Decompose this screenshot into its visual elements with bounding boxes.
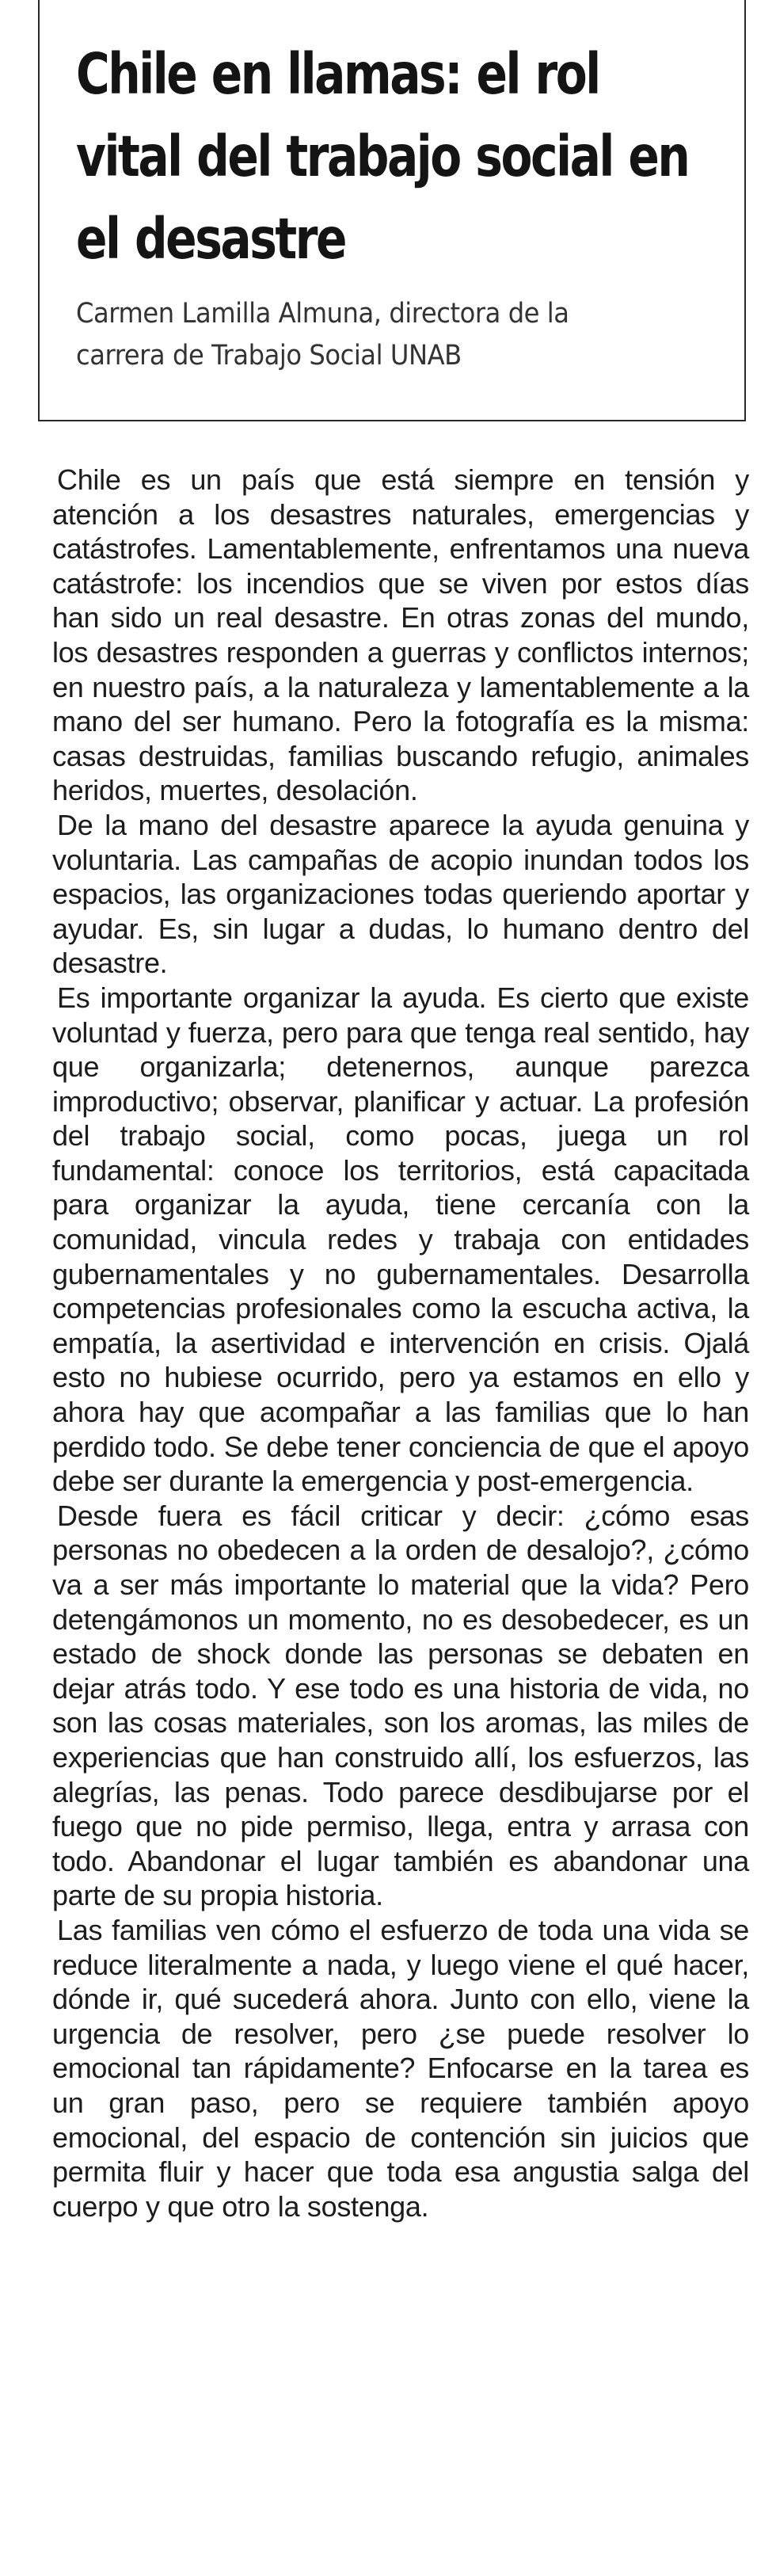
article-paragraph: De la mano del desastre aparece la ayuda genuina y voluntaria. Las campañas de acopio inundan todos los espacios, las organizaciones todas queriendo aportar y ayudar. Es, sin lugar a dudas, lo humano dentro del desastre.	[52, 808, 749, 980]
article-paragraph: Chile es un país que está siempre en tensión y atención a los desastres naturales, emergencias y catástrofes. Lamentablemente, enfrentamos una nueva catástrofe: los incendios que se viven por estos días han sido un real desastre. En otras zonas del mundo, los desastres responden a guerras y conflictos internos; en nuestro país, a la naturaleza y lamentablemente a la mano del ser humano. Pero la fotografía es la misma: casas destruidas, familias buscando refugio, animales heridos, muertes, desolación.	[52, 463, 749, 807]
byline: Carmen Lamilla Almuna, directora de la carrera de Trabajo Social UNAB	[76, 298, 569, 372]
article-paragraph: Es importante organizar la ayuda. Es cierto que existe voluntad y fuerza, pero para que tenga real sentido, hay que organizarla; detenernos, aunque parezca improductivo; observar, planificar y actuar. La profesión del trabajo social, como pocas, juega un rol fundamental: conoce los territorios, está capacitada para organizar la ayuda, tiene cercanía con la comunidad, vincula redes y trabaja con entidades gubernamentales y no gubernamentales. Desarrolla competencias profesionales como la escucha activa, la empatía, la asertividad e intervención en crisis. Ojalá esto no hubiese ocurrido, pero ya estamos en ello y ahora hay que acompañar a las familias que lo han perdido todo. Se debe tener conciencia de que el apoyo debe ser durante la emergencia y post-emergencia.	[52, 981, 749, 1498]
headline-box	[38, 0, 746, 421]
article-body	[52, 463, 749, 2224]
headline: Chile en llamas: el rol vital del trabajo social en el desastre	[76, 41, 689, 272]
article-paragraph: Desde fuera es fácil criticar y decir: ¿cómo esas personas no obedecen a la orden de desalojo?, ¿cómo va a ser más importante lo material que la vida? Pero detengámonos un momento, no es desobedecer, es un estado de shock donde las personas se debaten en dejar atrás todo. Y ese todo es una historia de vida, no son las cosas materiales, son los aromas, las miles de experiencias que han construido allí, los esfuerzos, las alegrías, las penas. Todo parece desdibujarse por el fuego que no pide permiso, llega, entra y arrasa con todo. Abandonar el lugar también es abandonar una parte de su propia historia.	[52, 1499, 749, 1912]
article-paragraph: Las familias ven cómo el esfuerzo de toda una vida se reduce literalmente a nada, y luego viene el qué hacer, dónde ir, qué sucederá ahora. Junto con ello, viene la urgencia de resolver, pero ¿se puede resolver lo emocional tan rápidamente? Enfocarse en la tarea es un gran paso, pero se requiere también apoyo emocional, del espacio de contención sin juicios que permita fluir y hacer que toda esa angustia salga del cuerpo y que otro la sostenga.	[52, 1913, 749, 2223]
